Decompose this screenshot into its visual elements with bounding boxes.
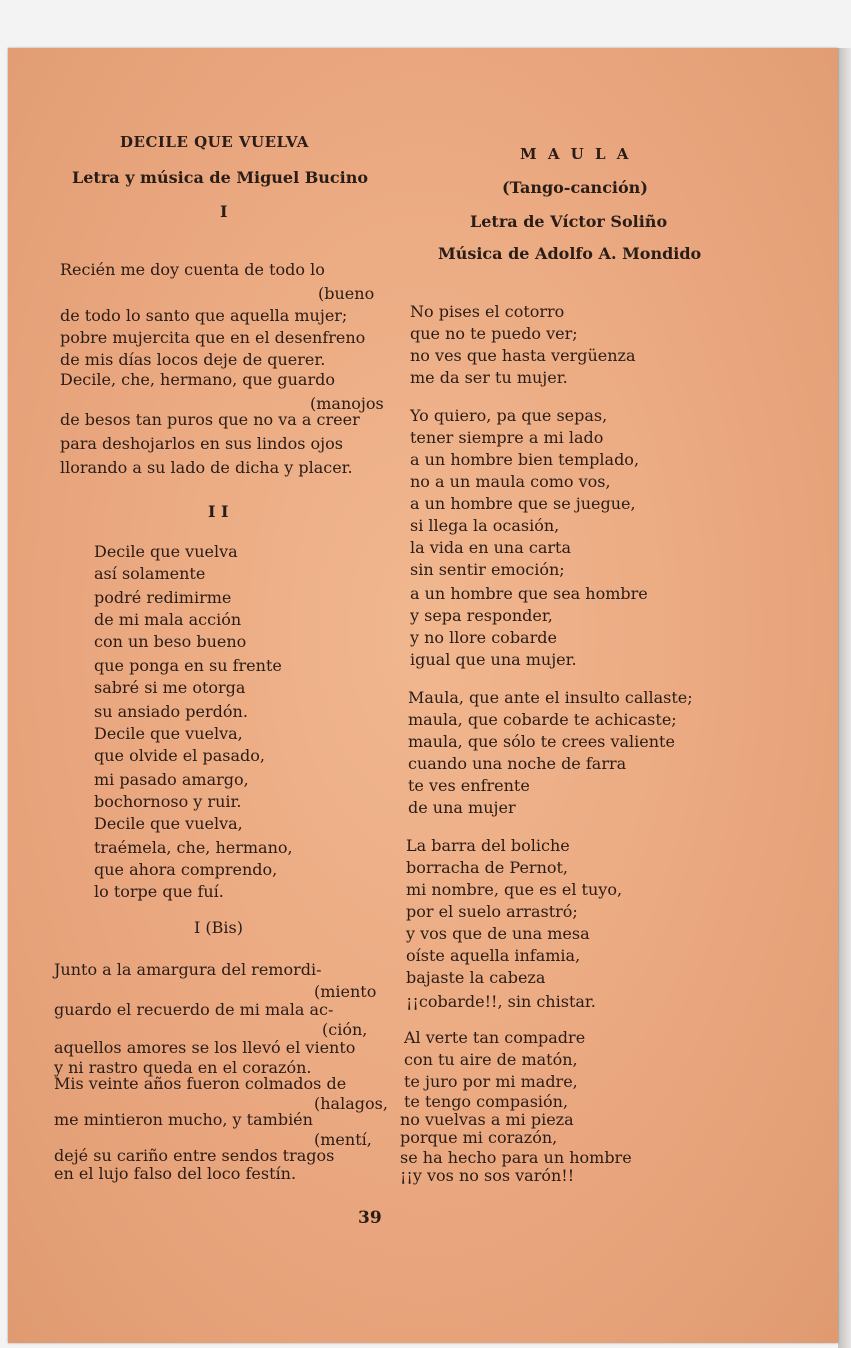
- song-title-decile: DECILE QUE VUELVA: [120, 133, 309, 151]
- verse-line: se ha hecho para un hombre: [400, 1148, 632, 1167]
- verse-line: que olvide el pasado,: [94, 746, 265, 765]
- verse-line: guardo el recuerdo de mi mala ac-: [54, 1000, 334, 1019]
- verse-line: si llega la ocasión,: [410, 516, 560, 535]
- verse-line: borracha de Pernot,: [406, 858, 569, 877]
- verse-line: no ves que hasta vergüenza: [410, 346, 636, 365]
- verse-line: de todo lo santo que aquella mujer;: [60, 306, 348, 325]
- verse-line: maula, que cobarde te achicaste;: [408, 710, 677, 729]
- verse-line: de mi mala acción: [94, 610, 242, 629]
- verse-line: Al verte tan compadre: [404, 1028, 586, 1047]
- verse-line: traémela, che, hermano,: [94, 838, 293, 857]
- verse-line: La barra del boliche: [406, 836, 570, 855]
- verse-line: y no llore cobarde: [410, 628, 557, 647]
- verse-line: con tu aire de matón,: [404, 1050, 578, 1069]
- verse-line: su ansiado perdón.: [94, 702, 248, 721]
- verse-line: a un hombre que sea hombre: [410, 584, 648, 603]
- verse-line: y sepa responder,: [410, 606, 553, 625]
- verse-line: no a un maula como vos,: [410, 472, 611, 491]
- verse-line: me mintieron mucho, y también: [54, 1110, 313, 1129]
- verse-line: ¡¡cobarde!!, sin chistar.: [406, 992, 596, 1011]
- verse-line: que ponga en su frente: [94, 656, 282, 675]
- verse-line: dejé su cariño entre sendos tragos: [54, 1146, 335, 1165]
- verse-line: (miento: [314, 982, 377, 1001]
- verse-line: Recién me doy cuenta de todo lo: [60, 260, 325, 279]
- section-number: I (Bis): [194, 918, 243, 937]
- verse-line: (bueno: [318, 284, 375, 303]
- verse-line: porque mi corazón,: [400, 1128, 558, 1147]
- verse-line: lo torpe que fuí.: [94, 882, 224, 901]
- verse-line: con un beso bueno: [94, 632, 247, 651]
- verse-line: así solamente: [94, 564, 206, 583]
- verse-line: mi nombre, que es el tuyo,: [406, 880, 623, 899]
- lyrics-credit: Letra de Víctor Soliño: [470, 212, 668, 231]
- verse-line: Yo quiero, pa que sepas,: [410, 406, 608, 425]
- verse-line: de una mujer: [408, 798, 516, 817]
- verse-line: Junto a la amargura del remordi-: [54, 960, 322, 979]
- verse-line: que ahora comprendo,: [94, 860, 278, 879]
- verse-line: Mis veinte años fueron colmados de: [54, 1074, 347, 1093]
- song-credit: Letra y música de Miguel Bucino: [72, 168, 369, 187]
- verse-line: oíste aquella infamia,: [406, 946, 581, 965]
- verse-line: (halagos,: [314, 1094, 388, 1113]
- verse-line: (manojos: [310, 394, 384, 413]
- verse-line: bajaste la cabeza: [406, 968, 546, 987]
- verse-line: cuando una noche de farra: [408, 754, 627, 773]
- verse-line: aquellos amores se los llevó el viento: [54, 1038, 356, 1057]
- verse-line: Decile que vuelva,: [94, 814, 243, 833]
- verse-line: te ves enfrente: [408, 776, 530, 795]
- verse-line: llorando a su lado de dicha y placer.: [60, 458, 353, 477]
- verse-line: en el lujo falso del loco festín.: [54, 1164, 297, 1183]
- section-number: I: [220, 202, 228, 221]
- page-edge-shadow: [838, 48, 851, 1348]
- verse-line: mi pasado amargo,: [94, 770, 249, 789]
- music-credit: Música de Adolfo A. Mondido: [438, 244, 702, 263]
- song-title-maula: M A U L A: [520, 145, 632, 163]
- verse-line: Decile, che, hermano, que guardo: [60, 370, 335, 389]
- verse-line: de besos tan puros que no va a creer: [60, 410, 360, 429]
- verse-line: y vos que de una mesa: [406, 924, 590, 943]
- verse-line: sabré si me otorga: [94, 678, 246, 697]
- book-page: [8, 48, 838, 1343]
- verse-line: Maula, que ante el insulto callaste;: [408, 688, 693, 707]
- verse-line: y ni rastro queda en el corazón.: [54, 1058, 312, 1077]
- verse-line: a un hombre que se juegue,: [410, 494, 636, 513]
- verse-line: para deshojarlos en sus lindos ojos: [60, 434, 343, 453]
- verse-line: igual que una mujer.: [410, 650, 577, 669]
- verse-line: (mentí,: [314, 1130, 372, 1149]
- verse-line: maula, que sólo te crees valiente: [408, 732, 675, 751]
- verse-line: No pises el cotorro: [410, 302, 565, 321]
- verse-line: pobre mujercita que en el desenfreno: [60, 328, 366, 347]
- verse-line: podré redimirme: [94, 588, 232, 607]
- verse-line: no vuelvas a mi pieza: [400, 1110, 574, 1129]
- verse-line: te tengo compasión,: [404, 1092, 569, 1111]
- verse-line: sin sentir emoción;: [410, 560, 565, 579]
- verse-line: por el suelo arrastró;: [406, 902, 578, 921]
- verse-line: de mis días locos deje de querer.: [60, 350, 326, 369]
- verse-line: bochornoso y ruir.: [94, 792, 242, 811]
- section-number: I I: [208, 502, 229, 521]
- verse-line: te juro por mi madre,: [404, 1072, 578, 1091]
- verse-line: Decile que vuelva,: [94, 724, 243, 743]
- verse-line: me da ser tu mujer.: [410, 368, 568, 387]
- verse-line: (ción,: [322, 1020, 368, 1039]
- verse-line: la vida en una carta: [410, 538, 571, 557]
- verse-line: tener siempre a mi lado: [410, 428, 604, 447]
- verse-line: a un hombre bien templado,: [410, 450, 640, 469]
- song-genre: (Tango-canción): [502, 178, 648, 197]
- verse-line: ¡¡y vos no sos varón!!: [400, 1166, 575, 1185]
- page-number: 39: [358, 1208, 382, 1228]
- verse-line: que no te puedo ver;: [410, 324, 578, 343]
- verse-line: Decile que vuelva: [94, 542, 238, 561]
